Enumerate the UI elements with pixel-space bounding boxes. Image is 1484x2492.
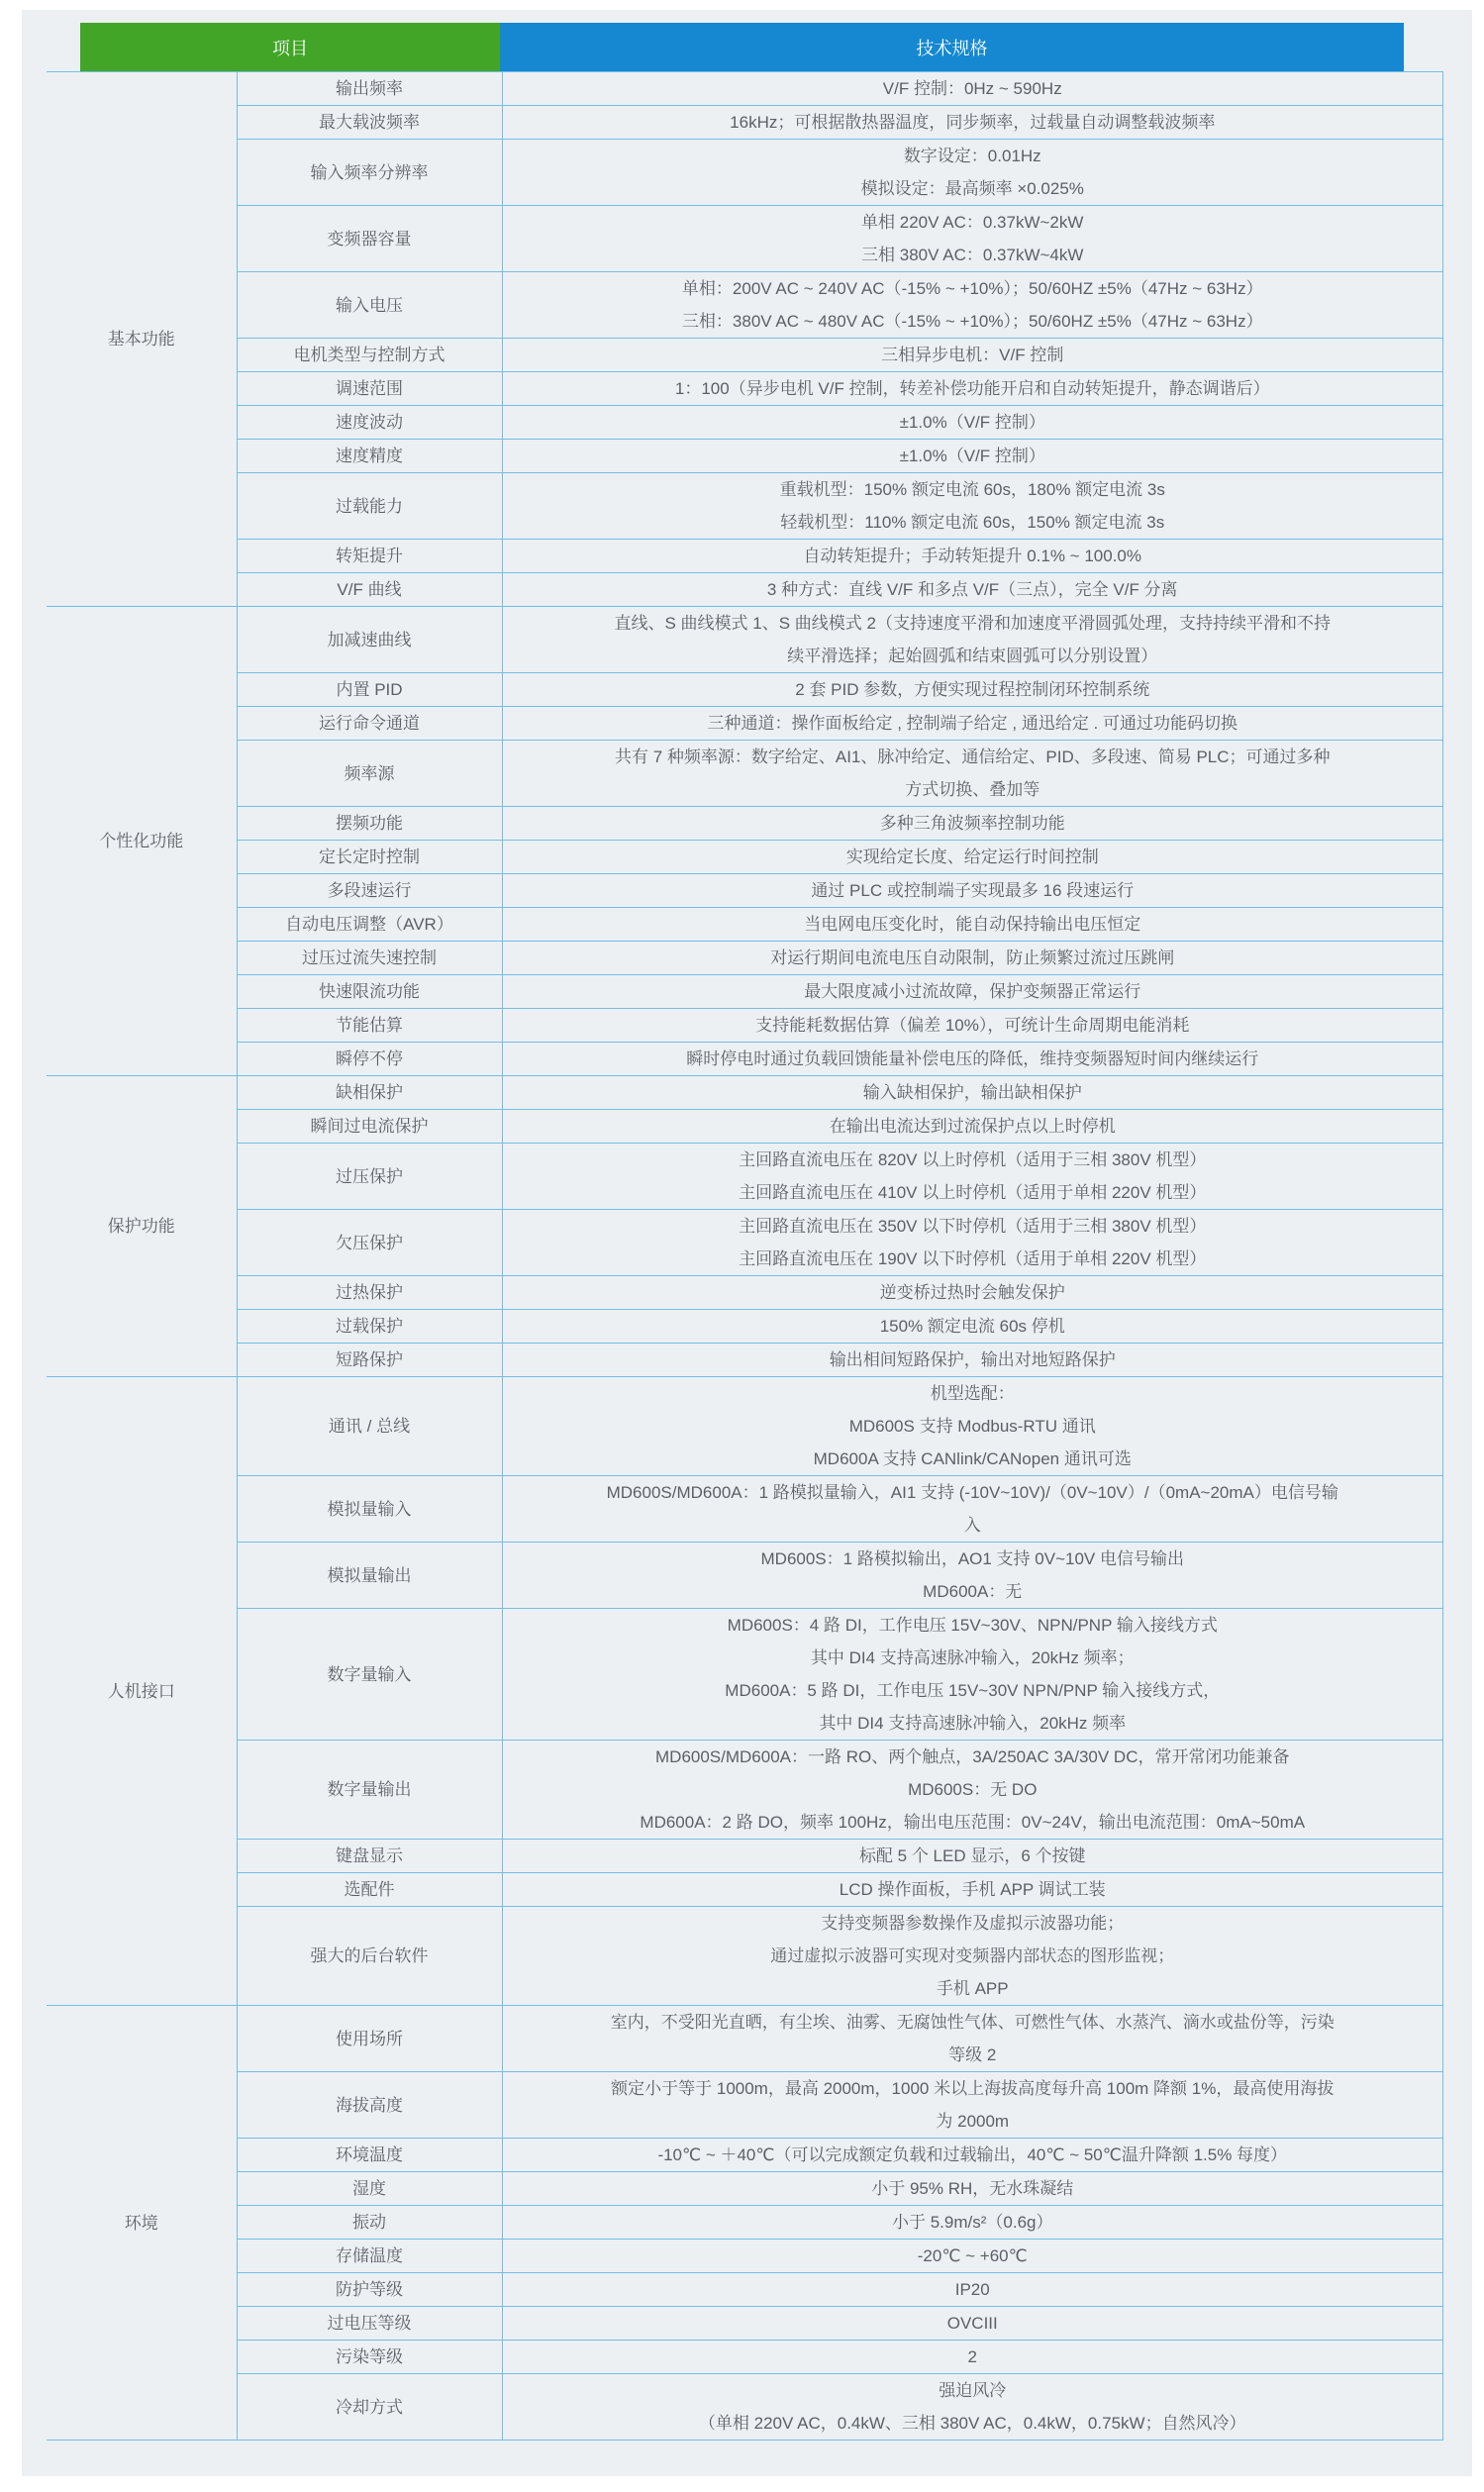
table-row: [47, 573, 1443, 607]
spec-value: 瞬时停电时通过负载回馈能量补偿电压的降低，维持变频器短时间内继续运行: [502, 1043, 1443, 1076]
table-row: [47, 272, 1443, 339]
table-row: [47, 2341, 1443, 2374]
spec-value: 通过 PLC 或控制端子实现最多 16 段速运行: [502, 874, 1443, 908]
group-label: 人机接口: [47, 1377, 237, 2006]
spec-table-body: [47, 72, 1443, 2441]
item-label: 变频器容量: [237, 206, 502, 272]
table-row: [47, 2172, 1443, 2206]
table-row: [47, 975, 1443, 1009]
table-row: [47, 372, 1443, 406]
item-label: 使用场所: [237, 2006, 502, 2072]
item-label: 欠压保护: [237, 1210, 502, 1276]
spec-value: 单相 220V AC：0.37kW~2kW 三相 380V AC：0.37kW~4kW: [502, 206, 1443, 272]
spec-value: 共有 7 种频率源：数字给定、AI1、脉冲给定、通信给定、PID、多段速、简易 PLC；可通过多种 方式切换、叠加等: [502, 741, 1443, 807]
item-label: 环境温度: [237, 2139, 502, 2172]
table-row: [47, 2206, 1443, 2240]
item-label: 摆频功能: [237, 807, 502, 841]
table-row: [47, 473, 1443, 540]
table-row: [47, 874, 1443, 908]
table-row: [47, 339, 1443, 372]
item-label: 过热保护: [237, 1276, 502, 1310]
table-row: [47, 206, 1443, 272]
spec-value: 强迫风冷 （单相 220V AC，0.4kW、三相 380V AC，0.4kW，0.75kW；自然风冷）: [502, 2374, 1443, 2441]
table-row: [47, 2006, 1443, 2072]
item-label: 加减速曲线: [237, 607, 502, 673]
item-label: 数字量输出: [237, 1741, 502, 1840]
spec-value: MD600S：4 路 DI，工作电压 15V~30V、NPN/PNP 输入接线方式 其中 DI4 支持高速脉冲输入，20kHz 频率； MD600A：5 路 DI，工作电压 15V~30V NPN/PNP 输入接线方式， 其中 DI4 支持高速脉冲输入，20kHz 频率: [502, 1609, 1443, 1741]
spec-value: 重载机型：150% 额定电流 60s，180% 额定电流 3s 轻载机型：110% 额定电流 60s，150% 额定电流 3s: [502, 473, 1443, 540]
item-label: 键盘显示: [237, 1840, 502, 1873]
item-label: 输入频率分辨率: [237, 140, 502, 206]
item-label: 模拟量输入: [237, 1476, 502, 1543]
group-label: 基本功能: [47, 72, 237, 607]
item-label: 模拟量输出: [237, 1543, 502, 1609]
table-row: [47, 72, 1443, 106]
spec-value: 小于 5.9m/s²（0.6g）: [502, 2206, 1443, 2240]
group-label: 保护功能: [47, 1076, 237, 1377]
table-row: [47, 1741, 1443, 1840]
spec-value: 单相：200V AC ~ 240V AC（-15% ~ +10%）；50/60HZ ±5%（47Hz ~ 63Hz） 三相：380V AC ~ 480V AC（-15% ~ +10%）；50/60HZ ±5%（47Hz ~ 63Hz）: [502, 272, 1443, 339]
table-row: [47, 440, 1443, 473]
spec-value: 三相异步电机：V/F 控制: [502, 339, 1443, 372]
spec-sheet-page: [22, 10, 1472, 2476]
table-row: [47, 942, 1443, 975]
table-row: [47, 1144, 1443, 1210]
spec-value: MD600S：1 路模拟输出，AO1 支持 0V~10V 电信号输出 MD600A：无: [502, 1543, 1443, 1609]
item-label: 强大的后台软件: [237, 1907, 502, 2006]
spec-value: 多种三角波频率控制功能: [502, 807, 1443, 841]
table-row: [47, 106, 1443, 140]
spec-value: LCD 操作面板，手机 APP 调试工装: [502, 1873, 1443, 1907]
spec-value: -10℃ ~ ＋40℃（可以完成额定负载和过载输出，40℃ ~ 50℃温升降额 1.5% 每度）: [502, 2139, 1443, 2172]
table-row: [47, 1907, 1443, 2006]
item-label: 过载保护: [237, 1310, 502, 1344]
item-label: 选配件: [237, 1873, 502, 1907]
spec-value: 1：100（异步电机 V/F 控制，转差补偿功能开启和自动转矩提升，静态调谐后）: [502, 372, 1443, 406]
group-label: 个性化功能: [47, 607, 237, 1076]
spec-value: 直线、S 曲线模式 1、S 曲线模式 2（支持速度平滑和加速度平滑圆弧处理，支持持续平滑和不持 续平滑选择；起始圆弧和结束圆弧可以分别设置）: [502, 607, 1443, 673]
spec-value: V/F 控制：0Hz ~ 590Hz: [502, 72, 1443, 106]
table-row: [47, 841, 1443, 874]
item-label: 定长定时控制: [237, 841, 502, 874]
item-label: 通讯 / 总线: [237, 1377, 502, 1476]
table-row: [47, 2240, 1443, 2273]
table-row: [47, 1840, 1443, 1873]
table-row: [47, 1076, 1443, 1110]
item-label: 振动: [237, 2206, 502, 2240]
item-label: 内置 PID: [237, 673, 502, 707]
table-row: [47, 673, 1443, 707]
header-item-column: 项目: [80, 23, 500, 71]
table-row: [47, 1344, 1443, 1377]
spec-value: 输出相间短路保护，输出对地短路保护: [502, 1344, 1443, 1377]
table-row: [47, 741, 1443, 807]
table-row: [47, 1110, 1443, 1144]
spec-value: 实现给定长度、给定运行时间控制: [502, 841, 1443, 874]
table-row: [47, 607, 1443, 673]
spec-value: 最大限度减小过流故障，保护变频器正常运行: [502, 975, 1443, 1009]
item-label: 输出频率: [237, 72, 502, 106]
spec-value: 2 套 PID 参数，方便实现过程控制闭环控制系统: [502, 673, 1443, 707]
item-label: 防护等级: [237, 2273, 502, 2307]
item-label: 快速限流功能: [237, 975, 502, 1009]
item-label: 多段速运行: [237, 874, 502, 908]
item-label: 电机类型与控制方式: [237, 339, 502, 372]
spec-value: 主回路直流电压在 820V 以上时停机（适用于三相 380V 机型） 主回路直流电压在 410V 以上时停机（适用于单相 220V 机型）: [502, 1144, 1443, 1210]
table-row: [47, 807, 1443, 841]
item-label: 冷却方式: [237, 2374, 502, 2441]
spec-value: 支持能耗数据估算（偏差 10%），可统计生命周期电能消耗: [502, 1009, 1443, 1043]
spec-value: 逆变桥过热时会触发保护: [502, 1276, 1443, 1310]
item-label: 过电压等级: [237, 2307, 502, 2341]
table-row: [47, 1543, 1443, 1609]
spec-table: [47, 71, 1443, 2441]
item-label: 调速范围: [237, 372, 502, 406]
table-row: [47, 1377, 1443, 1476]
table-row: [47, 1476, 1443, 1543]
spec-value: 标配 5 个 LED 显示，6 个按键: [502, 1840, 1443, 1873]
spec-value: MD600S/MD600A：一路 RO、两个触点，3A/250AC 3A/30V DC，常开常闭功能兼备 MD600S：无 DO MD600A：2 路 DO，频率 100Hz，输出电压范围：0V~24V，输出电流范围：0mA~50mA: [502, 1741, 1443, 1840]
spec-value: 150% 额定电流 60s 停机: [502, 1310, 1443, 1344]
item-label: 最大载波频率: [237, 106, 502, 140]
spec-value: 当电网电压变化时，能自动保持输出电压恒定: [502, 908, 1443, 942]
item-label: 过压过流失速控制: [237, 942, 502, 975]
spec-value: ±1.0%（V/F 控制）: [502, 440, 1443, 473]
table-row: [47, 1276, 1443, 1310]
table-row: [47, 406, 1443, 440]
spec-value: 对运行期间电流电压自动限制，防止频繁过流过压跳闸: [502, 942, 1443, 975]
table-header: [80, 23, 1404, 71]
spec-value: 额定小于等于 1000m，最高 2000m，1000 米以上海拔高度每升高 100m 降额 1%，最高使用海拔 为 2000m: [502, 2072, 1443, 2139]
item-label: 速度波动: [237, 406, 502, 440]
item-label: 污染等级: [237, 2341, 502, 2374]
item-label: 存储温度: [237, 2240, 502, 2273]
item-label: V/F 曲线: [237, 573, 502, 607]
spec-value: 小于 95% RH，无水珠凝结: [502, 2172, 1443, 2206]
header-spec-column: 技术规格: [500, 23, 1404, 71]
table-row: [47, 2374, 1443, 2441]
spec-value: 2: [502, 2341, 1443, 2374]
table-row: [47, 707, 1443, 741]
spec-value: 机型选配： MD600S 支持 Modbus-RTU 通讯 MD600A 支持 CANlink/CANopen 通讯可选: [502, 1377, 1443, 1476]
spec-value: 主回路直流电压在 350V 以下时停机（适用于三相 380V 机型） 主回路直流电压在 190V 以下时停机（适用于单相 220V 机型）: [502, 1210, 1443, 1276]
item-label: 瞬间过电流保护: [237, 1110, 502, 1144]
item-label: 湿度: [237, 2172, 502, 2206]
item-label: 速度精度: [237, 440, 502, 473]
table-row: [47, 1609, 1443, 1741]
table-row: [47, 2072, 1443, 2139]
spec-value: 输入缺相保护，输出缺相保护: [502, 1076, 1443, 1110]
table-row: [47, 2273, 1443, 2307]
spec-value: 三种通道：操作面板给定 , 控制端子给定 , 通迅给定 . 可通过功能码切换: [502, 707, 1443, 741]
item-label: 运行命令通道: [237, 707, 502, 741]
spec-value: 室内，不受阳光直晒，有尘埃、油雾、无腐蚀性气体、可燃性气体、水蒸汽、滴水或盐份等，污染 等级 2: [502, 2006, 1443, 2072]
item-label: 输入电压: [237, 272, 502, 339]
spec-value: 16kHz；可根据散热器温度，同步频率，过载量自动调整载波频率: [502, 106, 1443, 140]
spec-value: ±1.0%（V/F 控制）: [502, 406, 1443, 440]
table-row: [47, 540, 1443, 573]
table-row: [47, 2307, 1443, 2341]
item-label: 瞬停不停: [237, 1043, 502, 1076]
spec-value: MD600S/MD600A：1 路模拟量输入，AI1 支持 (-10V~10V)/（0V~10V）/（0mA~20mA）电信号输 入: [502, 1476, 1443, 1543]
item-label: 过压保护: [237, 1144, 502, 1210]
table-row: [47, 1009, 1443, 1043]
item-label: 频率源: [237, 741, 502, 807]
table-row: [47, 140, 1443, 206]
spec-value: 自动转矩提升；手动转矩提升 0.1% ~ 100.0%: [502, 540, 1443, 573]
spec-value: 数字设定：0.01Hz 模拟设定：最高频率 ×0.025%: [502, 140, 1443, 206]
item-label: 转矩提升: [237, 540, 502, 573]
item-label: 节能估算: [237, 1009, 502, 1043]
spec-value: 支持变频器参数操作及虚拟示波器功能； 通过虚拟示波器可实现对变频器内部状态的图形监视； 手机 APP: [502, 1907, 1443, 2006]
table-row: [47, 1043, 1443, 1076]
item-label: 数字量输入: [237, 1609, 502, 1741]
table-row: [47, 1210, 1443, 1276]
item-label: 过载能力: [237, 473, 502, 540]
spec-value: 在输出电流达到过流保护点以上时停机: [502, 1110, 1443, 1144]
table-row: [47, 2139, 1443, 2172]
item-label: 缺相保护: [237, 1076, 502, 1110]
spec-value: OVCIII: [502, 2307, 1443, 2341]
spec-value: IP20: [502, 2273, 1443, 2307]
table-row: [47, 1873, 1443, 1907]
item-label: 海拔高度: [237, 2072, 502, 2139]
table-row: [47, 1310, 1443, 1344]
item-label: 自动电压调整（AVR）: [237, 908, 502, 942]
item-label: 短路保护: [237, 1344, 502, 1377]
spec-value: -20℃ ~ +60℃: [502, 2240, 1443, 2273]
group-label: 环境: [47, 2006, 237, 2441]
table-row: [47, 908, 1443, 942]
spec-value: 3 种方式：直线 V/F 和多点 V/F（三点），完全 V/F 分离: [502, 573, 1443, 607]
